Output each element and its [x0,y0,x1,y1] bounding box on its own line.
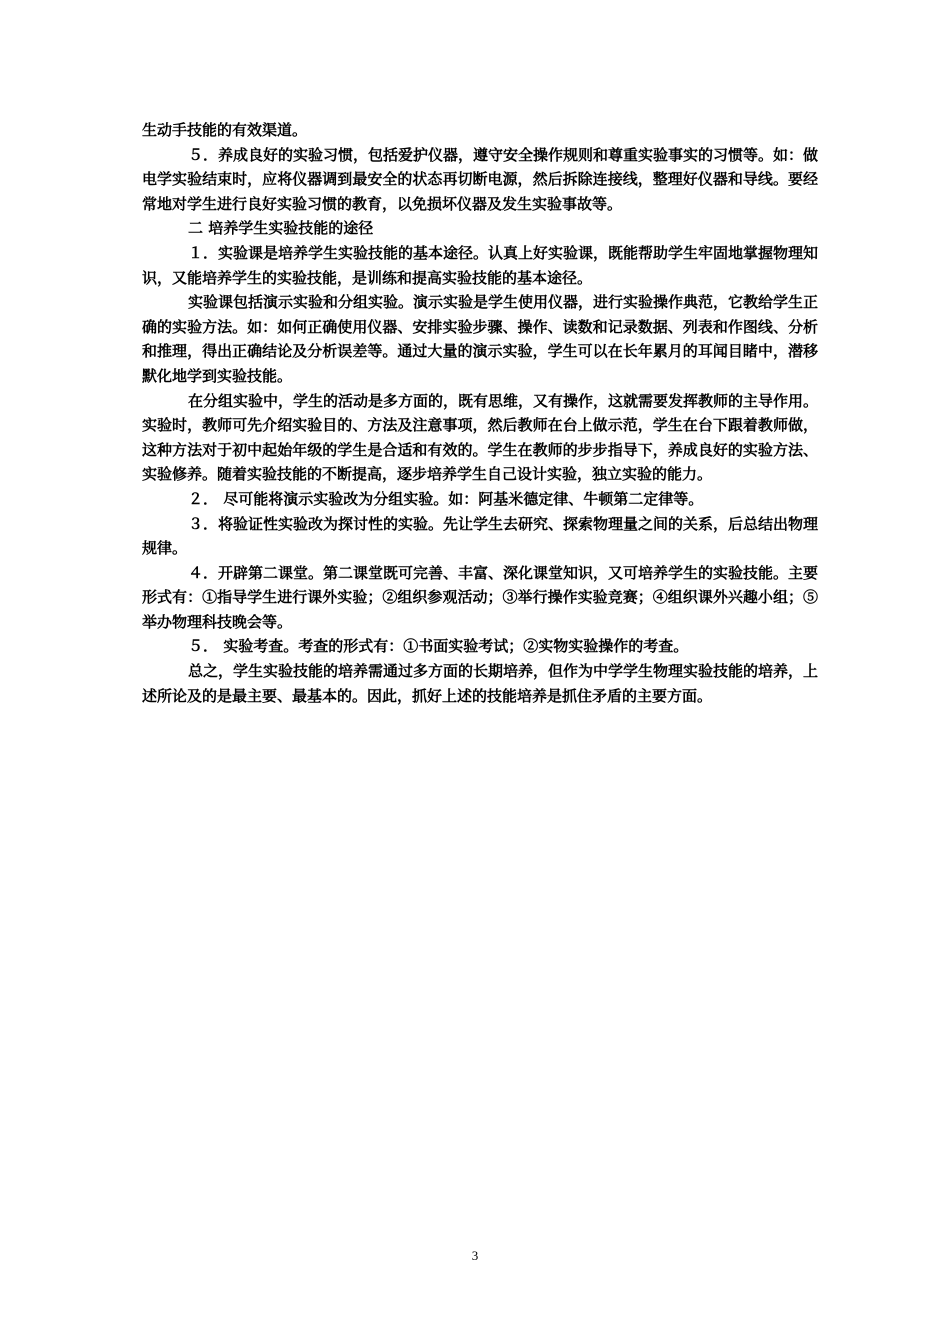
paragraph-item-2: ２． 尽可能将演示实验改为分组实验。如：阿基米德定律、牛顿第二定律等。 [188,489,704,508]
paragraph-item-3: ３．将验证性实验改为探讨性的实验。先让学生去研究、探索物理量之间的关系，后总结出物理规律。 [142,514,819,558]
paragraph-group-experiments: 在分组实验中，学生的活动是多方面的，既有思维，又有操作，这就需要发挥教师的主导作用。实验时，教师可先介绍实验目的、方法及注意事项，然后教师在台上做示范，学生在台下跟着教师做，这种方法对于初中起始年级的学生是合适和有效的。学生在教师的步步指导下，养成良好的实验方法、实验修养。随着实验技能的不断提高，逐步培养学生自己设计实验，独立实验的能力。 [142,391,819,484]
paragraph-demo-experiments: 实验课包括演示实验和分组实验。演示实验是学生使用仪器，进行实验操作典范，它教给学生正确的实验方法。如：如何正确使用仪器、安排实验步骤、操作、读数和记录数据、列表和作图线、分析和推理，得出正确结论及分析误差等。通过大量的演示实验，学生可以在长年累月的耳闻目睹中，潜移默化地学到实验技能。 [142,293,819,385]
paragraph-item-4: ４．开辟第二课堂。第二课堂既可完善、丰富、深化课堂知识，又可培养学生的实验技能。主要形式有：①指导学生进行课外实验；②组织参观活动；③举行操作实验竞赛；④组织课外兴趣小组；⑤举办物理科技晚会等。 [142,563,819,631]
section-heading: 二 培养学生实验技能的途径 [188,219,374,238]
paragraph-item-5-assessment: ５． 实验考查。考查的形式有：①书面实验考试；②实物实验操作的考查。 [188,637,689,656]
document-body [142,118,818,708]
paragraph-item-1-lab-class: １．实验课是培养学生实验技能的基本途径。认真上好实验课，既能帮助学生牢固地掌握物理知识，又能培养学生的实验技能，是训练和提高实验技能的基本途径。 [142,243,819,287]
page-number: 3 [471,1248,479,1263]
paragraph-conclusion: 总之，学生实验技能的培养需通过多方面的长期培养，但作为中学学生物理实验技能的培养，上述所论及的是最主要、最基本的。因此，抓好上述的技能培养是抓住矛盾的主要方面。 [142,662,819,705]
paragraph-continuation: 生动手技能的有效渠道。 [142,121,308,139]
paragraph-item-5-habits: ５．养成良好的实验习惯，包括爱护仪器，遵守安全操作规则和尊重实验事实的习惯等。如：做电学实验结束时，应将仪器调到最安全的状态再切断电源，然后拆除连接线，整理好仪器和导线。要经常地对学生进行良好实验习惯的教育，以免损坏仪器及发生实验事故等。 [142,145,819,213]
